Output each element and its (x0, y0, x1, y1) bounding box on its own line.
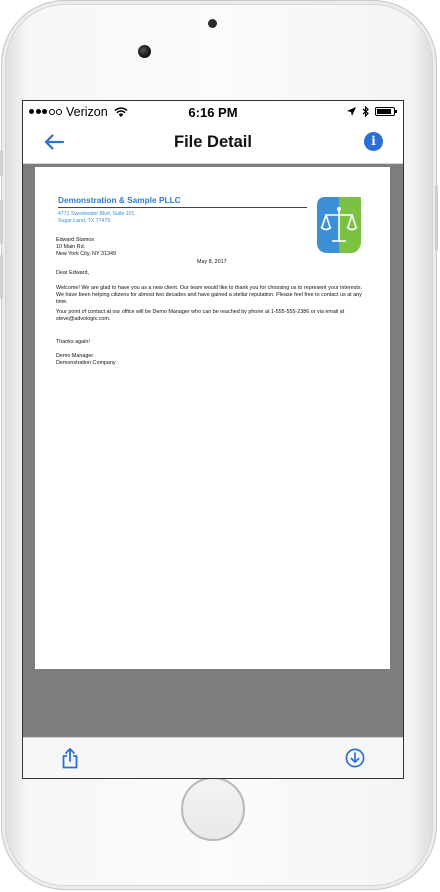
signature-company: Demonstration Company (56, 360, 116, 366)
document-page[interactable] (35, 167, 390, 669)
carrier-name: Verizon (66, 105, 108, 119)
battery-icon (375, 107, 395, 116)
letterhead-rule (58, 207, 307, 208)
bluetooth-icon (362, 106, 369, 117)
recipient-city: New York City, NY 31349 (56, 251, 117, 257)
navigation-bar (23, 123, 403, 164)
company-name: Demonstration & Sample PLLC (58, 195, 181, 205)
battery-level (377, 109, 391, 114)
bottom-toolbar (23, 737, 403, 778)
download-circle-icon[interactable] (345, 748, 365, 768)
silent-switch (0, 150, 3, 176)
status-right (347, 106, 395, 117)
page-title: File Detail (174, 133, 252, 151)
phone-frame (1, 0, 437, 890)
status-time: 6:16 PM (188, 105, 238, 120)
front-camera (138, 45, 151, 58)
info-icon[interactable]: i (364, 132, 383, 151)
power-button (435, 185, 438, 251)
letter-paragraph-2: Your point of contact at our office will be Demo Manager who can be reached by phone at 1-555-555-2386 or via email at steve@advologix.com. (56, 309, 345, 322)
home-button[interactable] (181, 777, 245, 841)
letter-date: May 8, 2017 (197, 259, 227, 265)
letter-greeting: Dear Edward, (56, 270, 89, 276)
volume-up-button (0, 200, 3, 244)
company-address-line2: Sugar Land, TX 77479 (58, 218, 111, 224)
recipient-name: Edward Stamos (56, 237, 95, 243)
share-icon[interactable] (61, 747, 79, 769)
recipient-street: 10 Main Rd. (56, 244, 86, 250)
company-address-line1: 4771 Sweetwater Blvd, Suite 101 (58, 211, 135, 217)
volume-down-button (0, 255, 3, 299)
location-arrow-icon (347, 107, 356, 116)
screen (23, 101, 403, 778)
signature-name: Demo Manager (56, 353, 94, 359)
earpiece-dot (208, 19, 217, 28)
letter-closing: Thanks again! (56, 339, 90, 345)
letter-paragraph-1: Welcome! We are glad to have you as a new client. Our team would like to thank you for choosing us to represent your interests. We have been helping citizens for almost two decades and have gained a stellar reputation. Please feel free to contact us at any time. (56, 285, 363, 305)
status-bar (23, 101, 403, 123)
